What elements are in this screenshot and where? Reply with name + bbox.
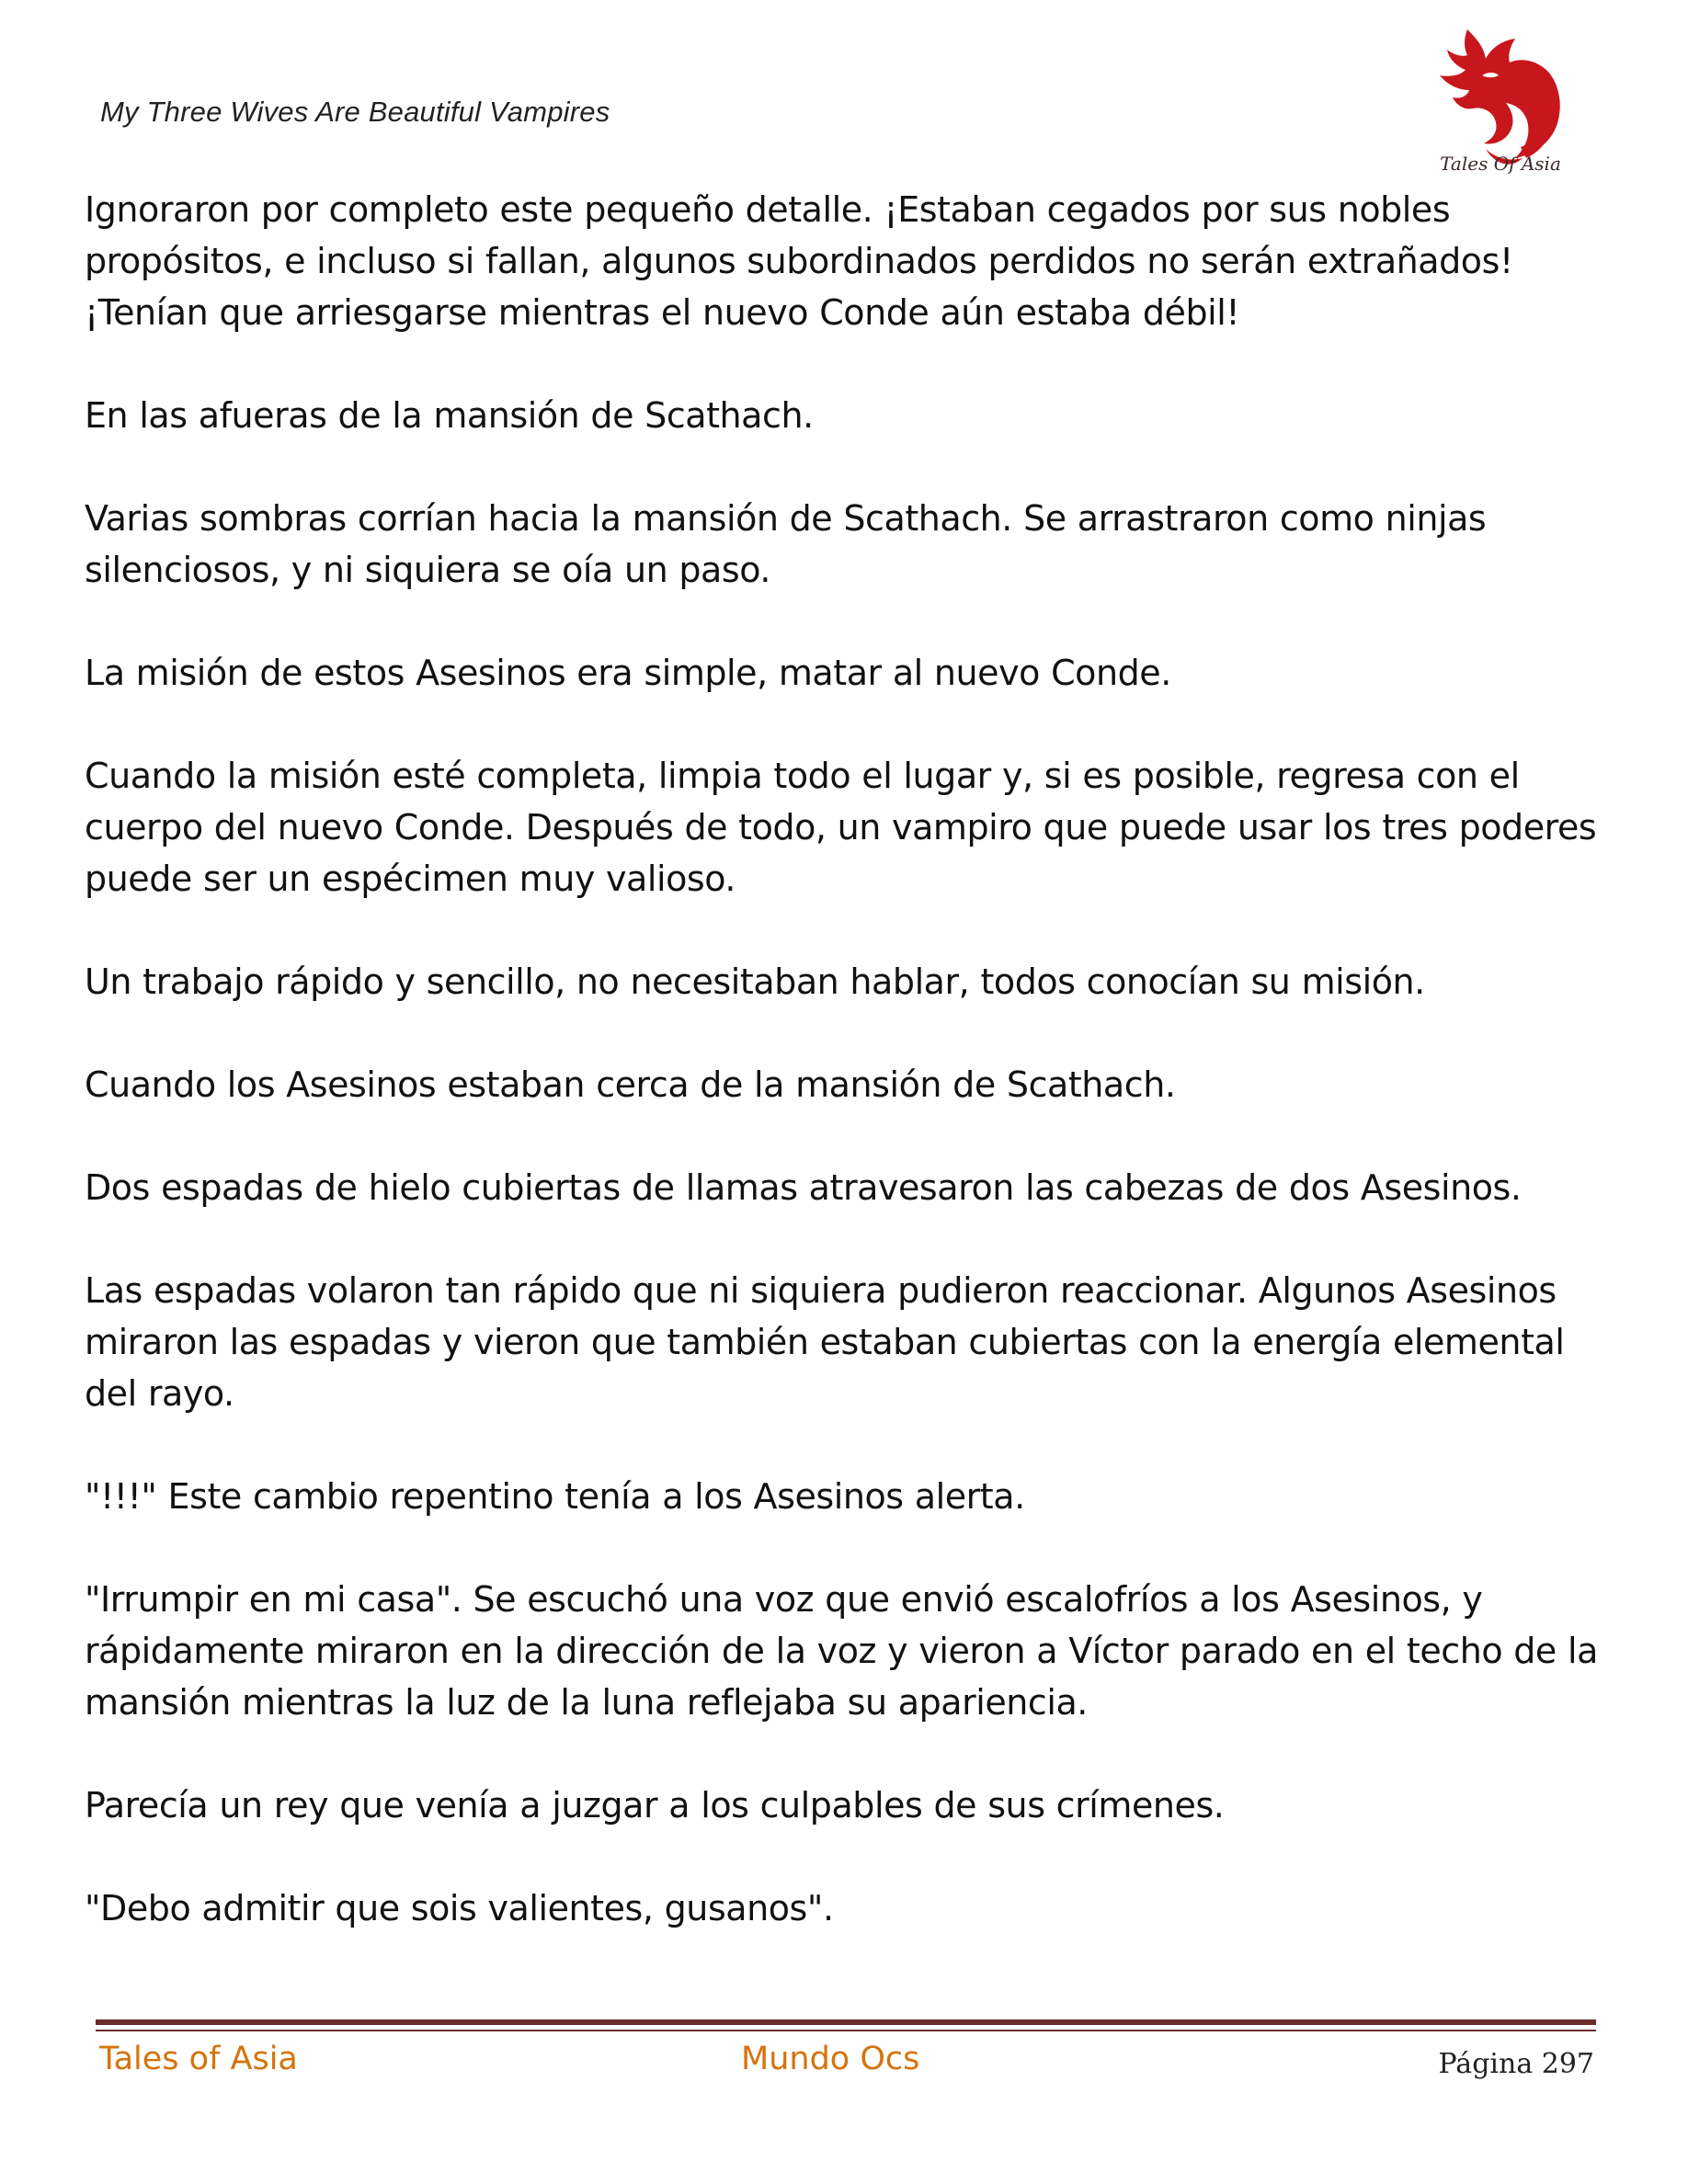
book-title: My Three Wives Are Beautiful Vampires [100, 96, 610, 128]
logo-caption: Tales Of Asia [1440, 153, 1561, 175]
paragraph: En las afueras de la mansión de Scathach. [85, 395, 814, 436]
page-number: Página 297 [1438, 2048, 1594, 2080]
paragraph: Dos espadas de hielo cubiertas de llamas atravesaron las cabezas de dos Asesinos. [85, 1167, 1522, 1208]
paragraph: Varias sombras corrían hacia la mansión de Scathach. Se arrastraron como ninjas silenciosos, y ni siquiera se oía un paso. [85, 498, 1487, 590]
paragraph: Un trabajo rápido y sencillo, no necesitaban hablar, todos conocían su misión. [85, 961, 1425, 1002]
paragraph: Parecía un rey que venía a juzgar a los culpables de sus crímenes. [85, 1785, 1225, 1826]
paragraph: Cuando la misión esté completa, limpia todo el lugar y, si es posible, regresa con el cuerpo del nuevo Conde. Después de todo, un vampiro que puede usar los tres poderes puede ser un espécimen muy valioso. [85, 756, 1597, 899]
paragraph: "Debo admitir que sois valientes, gusanos". [85, 1888, 834, 1928]
paragraph: La misión de estos Asesinos era simple, matar al nuevo Conde. [85, 653, 1171, 693]
footer-publisher: Tales of Asia [99, 2041, 298, 2077]
footer-translator: Mundo Ocs [741, 2041, 920, 2077]
paragraph: "Irrumpir en mi casa". Se escuchó una voz que envió escalofríos a los Asesinos, y rápidamente miraron en la dirección de la voz y vieron a Víctor parado en el techo de la mansión mientras la luz de la luna reflejaba su apariencia. [85, 1579, 1598, 1723]
paragraph: Cuando los Asesinos estaban cerca de la mansión de Scathach. [85, 1064, 1176, 1105]
chapter-body [85, 184, 1611, 1985]
paragraph: "!!!" Este cambio repentino tenía a los Asesinos alerta. [85, 1476, 1025, 1517]
paragraph: Ignoraron por completo este pequeño detalle. ¡Estaban cegados por sus nobles propósitos, e incluso si fallan, algunos subordinados perdidos no serán extrañados! ¡Tenían que arriesgarse mientras el nuevo Conde aún estaba débil! [85, 189, 1513, 333]
footer-divider [96, 2019, 1596, 2025]
paragraph: Las espadas volaron tan rápido que ni siquiera pudieron reaccionar. Algunos Asesinos miraron las espadas y vieron que también estaban cubiertas con la energía elemental del rayo. [85, 1270, 1565, 1414]
footer-divider-thin [96, 2030, 1596, 2031]
